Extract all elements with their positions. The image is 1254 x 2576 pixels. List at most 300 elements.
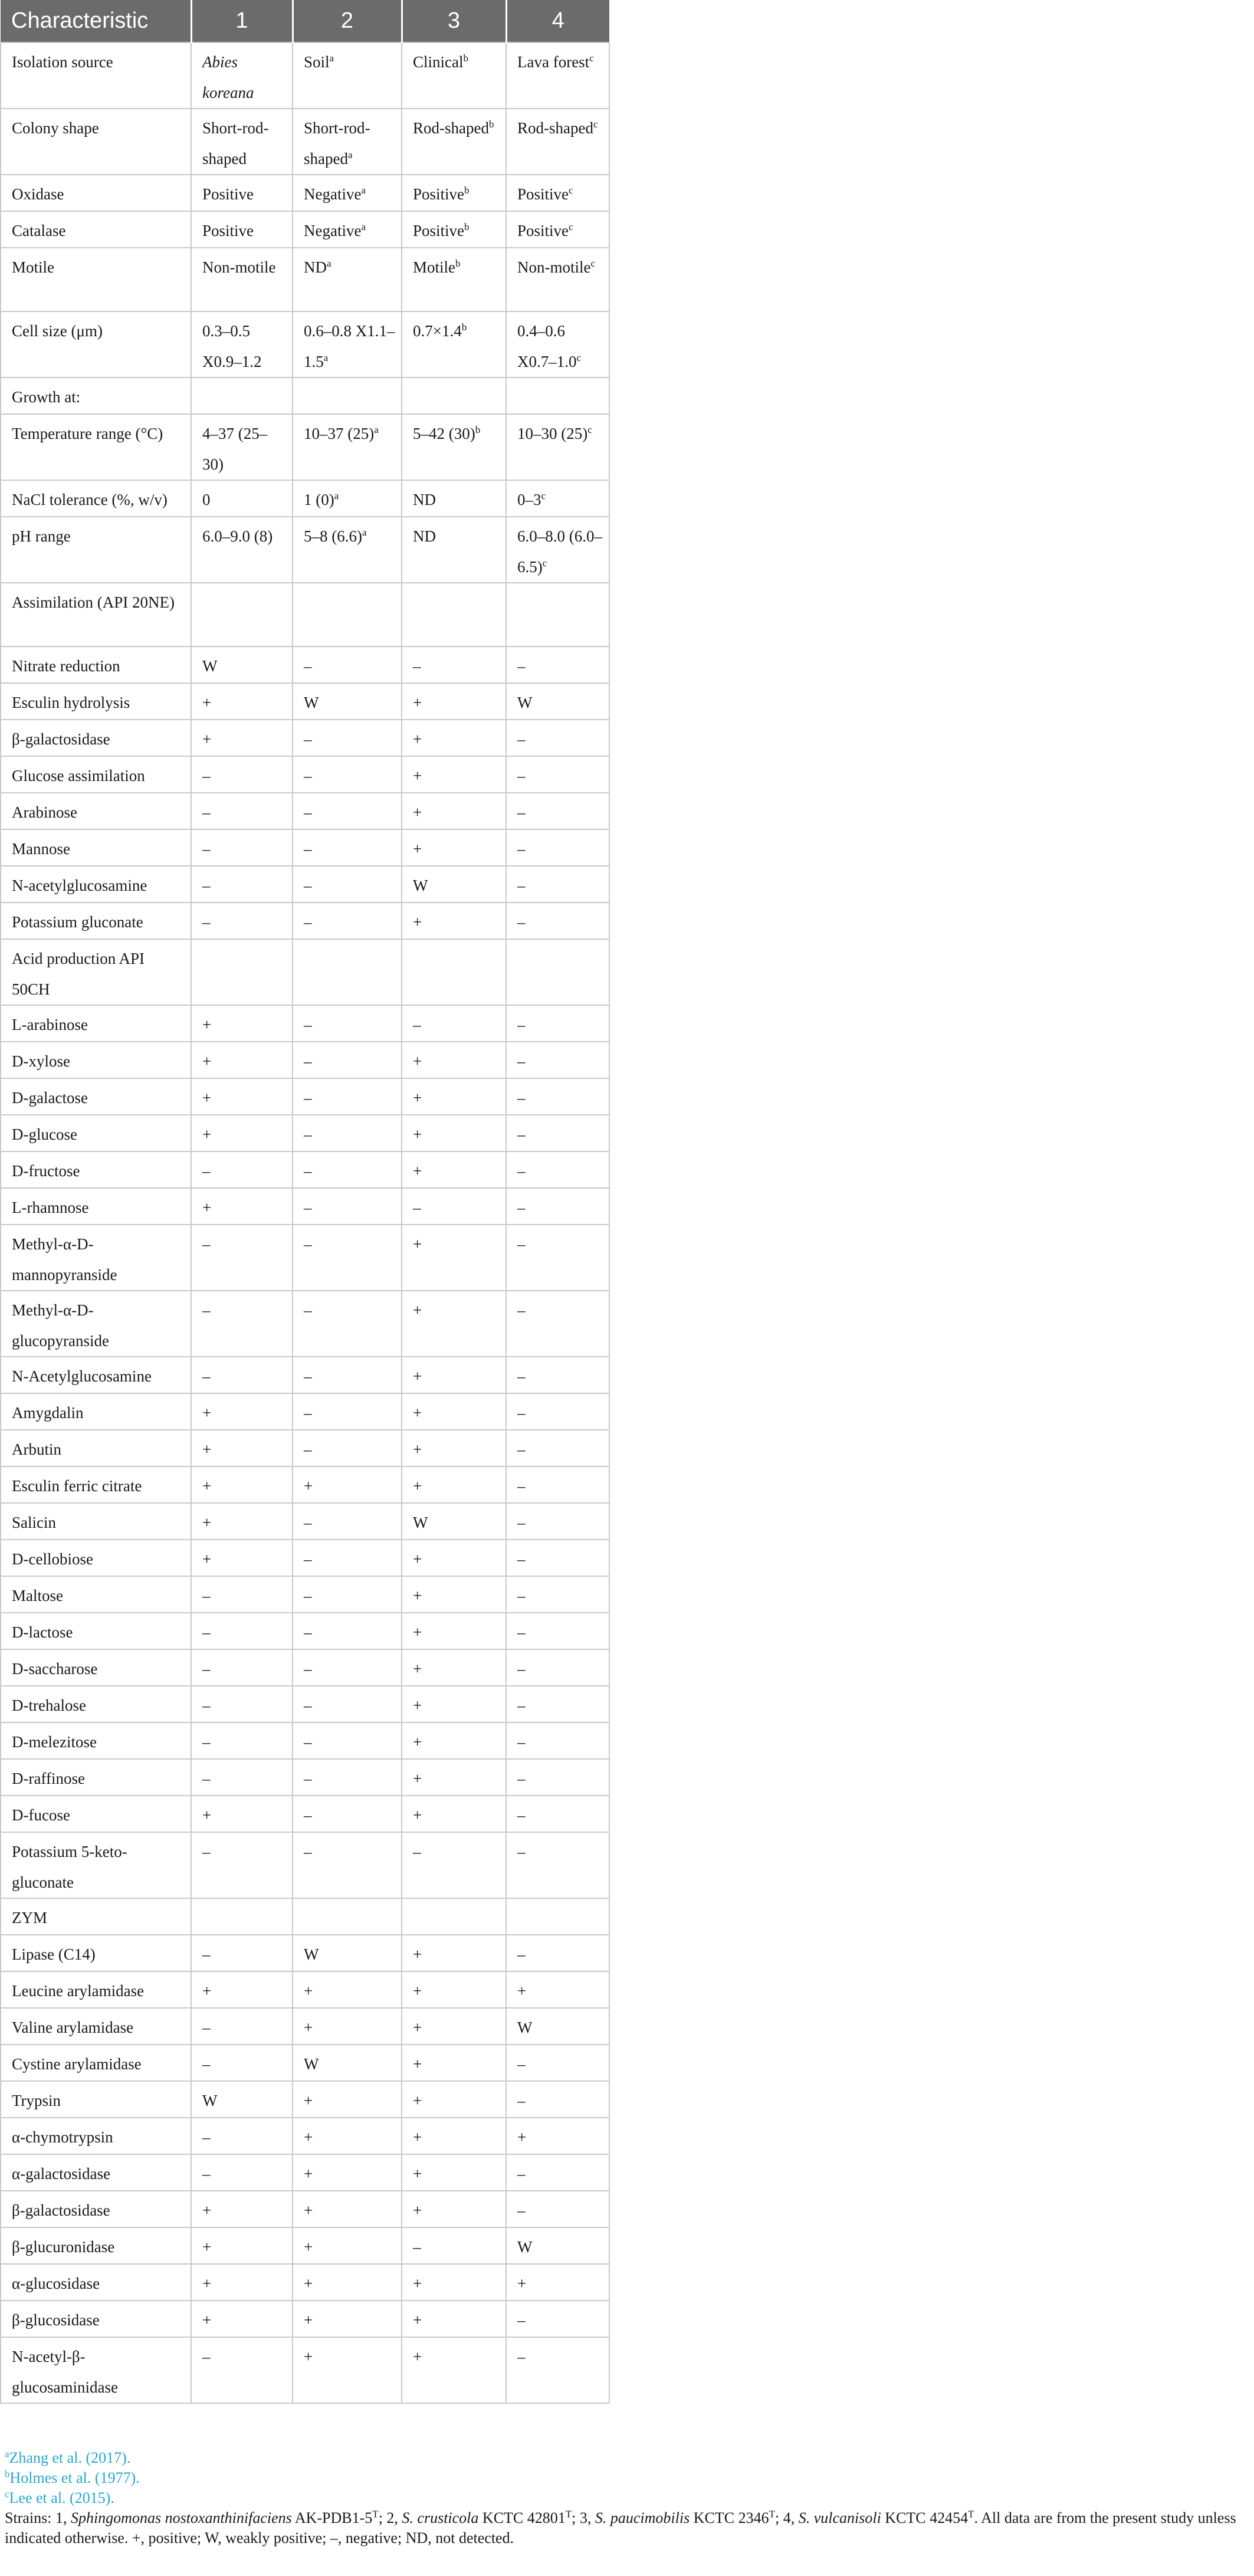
strain-3-value (402, 1898, 506, 1935)
table-row (1, 1151, 609, 1188)
table-row (1, 1188, 609, 1225)
table-row (1, 1686, 609, 1722)
strain-2-value: Negative$^a$ (293, 175, 402, 211)
row-label: D-raffinose (1, 1759, 191, 1796)
strain-3-value: + (402, 2264, 506, 2301)
table-row (1, 1971, 609, 2008)
strain-4-value: – (506, 2191, 609, 2227)
strain-1-value: Non-motile (191, 248, 293, 311)
strain-1-value: + (191, 2191, 293, 2227)
table-row (1, 939, 609, 1005)
strain-1-value: Abies koreana (191, 42, 293, 109)
row-label: Esculin hydrolysis (1, 683, 191, 720)
strain-1-value (191, 939, 293, 1005)
strain-4-value: – (506, 1188, 609, 1225)
strain-3-value: + (402, 1357, 506, 1393)
strain-1-value: + (191, 720, 293, 756)
strain-1-value: + (191, 1188, 293, 1225)
strain-2-value: + (293, 2227, 402, 2264)
strain-3-value: – (402, 647, 506, 683)
strain-2-value (293, 939, 402, 1005)
strain-4-value: – (506, 1430, 609, 1466)
strain-1-value: – (191, 2008, 293, 2045)
strain-4-value: – (506, 866, 609, 903)
strain-2-value: – (293, 1759, 402, 1796)
table-row (1, 683, 609, 720)
table-row (1, 1576, 609, 1613)
strain-2-value: – (293, 1613, 402, 1649)
row-label: D-cellobiose (1, 1540, 191, 1576)
table-row (1, 2191, 609, 2227)
strain-1-value: Short-rod-shaped (191, 109, 293, 175)
table-row (1, 1225, 609, 1291)
strain-2-value: 10–37 $(25)^a$ (293, 414, 402, 480)
footnote-b: $^b$Holmes et al. (1977). (5, 2468, 140, 2486)
strain-2-value: – (293, 647, 402, 683)
strain-3-value: – (402, 1005, 506, 1042)
strain-2-value: Soil$^a$ (293, 42, 402, 109)
table-row (1, 1291, 609, 1357)
strain-3-value: 0.7×1.4$^b$ (402, 311, 506, 378)
row-label: D-lactose (1, 1613, 191, 1649)
row-label: Catalase (1, 211, 191, 248)
strain-2-value: + (293, 2191, 402, 2227)
strain-2-value: + (293, 2154, 402, 2191)
table-row (1, 2045, 609, 2081)
strain-1-value: – (191, 1649, 293, 1686)
strain-1-value: + (191, 1540, 293, 1576)
table-body (1, 42, 609, 2403)
row-label: Lipase (C14) (1, 1935, 191, 1971)
row-label: NaCl tolerance (%, w/v) (1, 480, 191, 517)
strain-1-value: + (191, 1115, 293, 1151)
strain-4-value (506, 939, 609, 1005)
strain-3-value: Motile$^b$ (402, 248, 506, 311)
row-label: β-glucuronidase (1, 2227, 191, 2264)
table-row (1, 175, 609, 211)
row-label: α-galactosidase (1, 2154, 191, 2191)
row-label: N-Acetylglucosamine (1, 1357, 191, 1393)
table-row (1, 756, 609, 793)
strain-3-value: + (402, 756, 506, 793)
strain-2-value: 0.6–0.8 X1.1–1.5$^a$ (293, 311, 402, 378)
row-label: Assimilation (API 20NE) (1, 583, 191, 647)
strains-note: Strains: 1, Sphingomonas nostoxanthinifaciens $AK-PDB1-5^T$; 2, S. crusticola KCTC $42801^T$; 3, S. paucimobilis KCTC $2346^T$; 4, S. vulcanisoli KCTC $42454^T$. All data are from the present study unless indicated otherwise. +, positive; W, weakly positive; –, negative; ND, not detected. (5, 2508, 1236, 2547)
row-label: Salicin (1, 1503, 191, 1540)
table-row (1, 903, 609, 939)
strain-3-value: + (402, 1935, 506, 1971)
strain-3-value: + (402, 2337, 506, 2403)
strain-4-value: – (506, 2337, 609, 2403)
table-row (1, 1898, 609, 1935)
strain-1-value (191, 583, 293, 647)
row-label: Leucine arylamidase (1, 1971, 191, 2008)
strain-4-value: – (506, 2154, 609, 2191)
strain-1-value: + (191, 683, 293, 720)
table-row (1, 1935, 609, 1971)
strain-3-value: W (402, 1503, 506, 1540)
table-row (1, 2081, 609, 2118)
strain-3-value: + (402, 1466, 506, 1503)
row-label: N-acetylglucosamine (1, 866, 191, 903)
table-row (1, 2154, 609, 2191)
strain-2-value: – (293, 1291, 402, 1357)
strain-2-value: + (293, 1971, 402, 2008)
characteristics-table-container (0, 0, 609, 2404)
strain-2-value: – (293, 1540, 402, 1576)
row-label: Cell size (μm) (1, 311, 191, 378)
strain-2-value: – (293, 1832, 402, 1898)
strain-3-value: + (402, 1225, 506, 1291)
strain-4-value: – (506, 829, 609, 866)
table-row (1, 1613, 609, 1649)
header-strain-2: 2 (293, 0, 402, 42)
strain-2-value: W (293, 683, 402, 720)
row-label: Potassium 5-keto-gluconate (1, 1832, 191, 1898)
strain-4-value: – (506, 1225, 609, 1291)
table-row (1, 829, 609, 866)
strain-4-value: 0.4–0.6 X0.7–1.0$^c$ (506, 311, 609, 378)
row-label: α-glucosidase (1, 2264, 191, 2301)
strain-4-value: – (506, 903, 609, 939)
header-strain-1: 1 (191, 0, 293, 42)
strain-1-value: – (191, 829, 293, 866)
table-row (1, 42, 609, 109)
row-label: β-galactosidase (1, 2191, 191, 2227)
strain-1-value: – (191, 2118, 293, 2154)
row-label: Potassium gluconate (1, 903, 191, 939)
strain-2-value: + (293, 2337, 402, 2403)
strain-3-value (402, 583, 506, 647)
strain-2-value (293, 1898, 402, 1935)
strain-1-value: – (191, 1357, 293, 1393)
strain-3-value: + (402, 1115, 506, 1151)
row-label: Oxidase (1, 175, 191, 211)
strain-4-value: – (506, 1503, 609, 1540)
strain-4-value: W (506, 2008, 609, 2045)
row-label: Nitrate reduction (1, 647, 191, 683)
strain-1-value: + (191, 1042, 293, 1078)
row-label: D-glucose (1, 1115, 191, 1151)
strain-1-value: – (191, 1686, 293, 1722)
row-label: Methyl-α-D-mannopyranside (1, 1225, 191, 1291)
strain-2-value: – (293, 1188, 402, 1225)
table-row (1, 480, 609, 517)
strain-3-value: Clinical$^b$ (402, 42, 506, 109)
strain-3-value: – (402, 2227, 506, 2264)
strain-4-value: W (506, 2227, 609, 2264)
table-row (1, 211, 609, 248)
row-label: Colony shape (1, 109, 191, 175)
strain-4-value: – (506, 1832, 609, 1898)
strain-2-value: + (293, 2301, 402, 2337)
strain-4-value: – (506, 2045, 609, 2081)
row-label: Amygdalin (1, 1393, 191, 1430)
strain-4-value: – (506, 2081, 609, 2118)
strain-2-value: – (293, 1078, 402, 1115)
strain-1-value: + (191, 1503, 293, 1540)
strain-3-value: + (402, 2008, 506, 2045)
strain-1-value: Positive (191, 211, 293, 248)
strain-4-value: – (506, 793, 609, 829)
strain-4-value: + (506, 2118, 609, 2154)
table-row (1, 2008, 609, 2045)
header-characteristic: Characteristic (1, 0, 191, 42)
table-row (1, 583, 609, 647)
strain-1-value: – (191, 903, 293, 939)
strain-2-value: – (293, 1649, 402, 1686)
strain-4-value: + (506, 2264, 609, 2301)
table-row (1, 1722, 609, 1759)
strain-4-value: – (506, 1005, 609, 1042)
strain-2-value: – (293, 1005, 402, 1042)
strain-2-value: – (293, 1393, 402, 1430)
table-row (1, 1078, 609, 1115)
table-row (1, 1832, 609, 1898)
strain-4-value: Non-motile$^c$ (506, 248, 609, 311)
strain-3-value: Positive$^b$ (402, 175, 506, 211)
row-label: L-rhamnose (1, 1188, 191, 1225)
strain-1-value: 4–37 (25–30) (191, 414, 293, 480)
row-label: α-chymotrypsin (1, 2118, 191, 2154)
strain-3-value: + (402, 903, 506, 939)
strain-4-value (506, 583, 609, 647)
strain-4-value: – (506, 1759, 609, 1796)
strain-2-value: + (293, 2081, 402, 2118)
header-strain-4: 4 (506, 0, 609, 42)
strain-1-value (191, 1898, 293, 1935)
strain-4-value: – (506, 1078, 609, 1115)
strain-3-value (402, 939, 506, 1005)
strain-4-value: – (506, 647, 609, 683)
strain-2-value: – (293, 1225, 402, 1291)
row-label: Isolation source (1, 42, 191, 109)
strain-1-value: – (191, 1291, 293, 1357)
strain-4-value: Positive$^c$ (506, 211, 609, 248)
table-row (1, 2264, 609, 2301)
strain-1-value: – (191, 756, 293, 793)
strain-4-value: – (506, 1357, 609, 1393)
strain-3-value: 5–42 $(30)^b$ (402, 414, 506, 480)
row-label: D-melezitose (1, 1722, 191, 1759)
strain-4-value: – (506, 1151, 609, 1188)
strain-1-value: + (191, 1796, 293, 1832)
strain-1-value: – (191, 866, 293, 903)
table-row (1, 720, 609, 756)
strain-1-value (191, 378, 293, 414)
table-row (1, 2227, 609, 2264)
strain-4-value: – (506, 1935, 609, 1971)
strain-2-value: – (293, 1357, 402, 1393)
strain-3-value: + (402, 1796, 506, 1832)
row-label: D-saccharose (1, 1649, 191, 1686)
strain-3-value: + (402, 829, 506, 866)
strain-2-value: W (293, 2045, 402, 2081)
strain-4-value: Rod-shaped$^c$ (506, 109, 609, 175)
strain-3-value: + (402, 2154, 506, 2191)
strain-1-value: + (191, 2301, 293, 2337)
strain-2-value: – (293, 1115, 402, 1151)
strain-2-value: – (293, 1503, 402, 1540)
characteristics-table (0, 0, 610, 2404)
strain-3-value: Positive$^b$ (402, 211, 506, 248)
strain-2-value: W (293, 1935, 402, 1971)
strain-3-value: + (402, 2191, 506, 2227)
strain-4-value: – (506, 1613, 609, 1649)
strain-2-value: – (293, 756, 402, 793)
strain-4-value (506, 1898, 609, 1935)
table-row (1, 1115, 609, 1151)
row-label: β-glucosidase (1, 2301, 191, 2337)
strain-1-value: + (191, 1430, 293, 1466)
strain-3-value: W (402, 866, 506, 903)
strain-1-value: – (191, 1832, 293, 1898)
row-label: Esculin ferric citrate (1, 1466, 191, 1503)
table-row (1, 517, 609, 583)
row-label: Cystine arylamidase (1, 2045, 191, 2081)
table-row (1, 1466, 609, 1503)
strain-4-value: Lava forest$^c$ (506, 42, 609, 109)
strain-3-value: + (402, 1649, 506, 1686)
row-label: N-acetyl-β-glucosaminidase (1, 2337, 191, 2403)
strain-4-value: – (506, 1540, 609, 1576)
strain-3-value: ND (402, 480, 506, 517)
row-label: Arabinose (1, 793, 191, 829)
strain-4-value: Positive$^c$ (506, 175, 609, 211)
row-label: D-fucose (1, 1796, 191, 1832)
strain-1-value: 6.0–9.0 (8) (191, 517, 293, 583)
footnote-c: $^c$Lee et al. (2015). (5, 2488, 114, 2506)
table-row (1, 866, 609, 903)
table-row (1, 1393, 609, 1430)
strain-1-value: + (191, 1005, 293, 1042)
strain-2-value (293, 583, 402, 647)
strain-2-value: – (293, 1686, 402, 1722)
strain-3-value: + (402, 1291, 506, 1357)
row-label: ZYM (1, 1898, 191, 1935)
strain-2-value: Negative$^a$ (293, 211, 402, 248)
row-label: Arbutin (1, 1430, 191, 1466)
row-label: Growth at: (1, 378, 191, 414)
strain-4-value: – (506, 720, 609, 756)
strain-4-value: + (506, 1971, 609, 2008)
strain-1-value: – (191, 1151, 293, 1188)
strain-3-value: + (402, 720, 506, 756)
strain-4-value: W (506, 683, 609, 720)
table-row (1, 1540, 609, 1576)
table-row (1, 414, 609, 480)
header-strain-3: 3 (402, 0, 506, 42)
strain-1-value: + (191, 1971, 293, 2008)
strain-1-value: 0.3–0.5 X0.9–1.2 (191, 311, 293, 378)
strain-3-value: + (402, 1042, 506, 1078)
strain-1-value: – (191, 1722, 293, 1759)
strain-3-value: + (402, 1686, 506, 1722)
strain-3-value: + (402, 1151, 506, 1188)
strain-2-value: $ND^a$ (293, 248, 402, 311)
strain-3-value: + (402, 1971, 506, 2008)
strain-4-value: 6.0–8.0 $(6.0-6.5)^c$ (506, 517, 609, 583)
strain-3-value: + (402, 1078, 506, 1115)
table-row (1, 1796, 609, 1832)
table-row (1, 1430, 609, 1466)
strain-1-value: + (191, 2227, 293, 2264)
strain-3-value: Rod-shaped$^b$ (402, 109, 506, 175)
strain-2-value: – (293, 1722, 402, 1759)
strain-1-value: – (191, 2337, 293, 2403)
strain-2-value: – (293, 829, 402, 866)
strain-1-value: – (191, 2045, 293, 2081)
table-row (1, 1649, 609, 1686)
strain-2-value: + (293, 1466, 402, 1503)
strain-2-value: – (293, 866, 402, 903)
table-row (1, 311, 609, 378)
row-label: D-trehalose (1, 1686, 191, 1722)
strain-4-value: – (506, 756, 609, 793)
table-row (1, 1759, 609, 1796)
strain-3-value: – (402, 1188, 506, 1225)
strain-4-value: – (506, 1042, 609, 1078)
strain-3-value: + (402, 793, 506, 829)
strain-4-value: – (506, 1722, 609, 1759)
table-header (1, 0, 609, 42)
table-row (1, 248, 609, 311)
strain-4-value (506, 378, 609, 414)
strain-4-value: – (506, 2301, 609, 2337)
table-row (1, 2301, 609, 2337)
strain-1-value: – (191, 1225, 293, 1291)
row-label: pH range (1, 517, 191, 583)
strain-3-value: + (402, 1722, 506, 1759)
strain-1-value: – (191, 2154, 293, 2191)
row-label: D-galactose (1, 1078, 191, 1115)
strain-3-value: + (402, 1540, 506, 1576)
strain-4-value: 10–30 $(25)^c$ (506, 414, 609, 480)
strain-1-value: – (191, 793, 293, 829)
table-row (1, 1503, 609, 1540)
strain-4-value: – (506, 1466, 609, 1503)
strain-1-value: + (191, 1078, 293, 1115)
header-row (1, 0, 609, 42)
strain-1-value: + (191, 2264, 293, 2301)
row-label: Trypsin (1, 2081, 191, 2118)
row-label: L-arabinose (1, 1005, 191, 1042)
strain-2-value: + (293, 2008, 402, 2045)
strain-3-value: ND (402, 517, 506, 583)
row-label: β-galactosidase (1, 720, 191, 756)
strain-2-value: Short-rod-shaped$^a$ (293, 109, 402, 175)
strain-1-value: Positive (191, 175, 293, 211)
strain-1-value: – (191, 1576, 293, 1613)
strain-4-value: – (506, 1576, 609, 1613)
strain-1-value: – (191, 1759, 293, 1796)
strain-4-value: – (506, 1393, 609, 1430)
strain-2-value: – (293, 1430, 402, 1466)
strain-4-value: – (506, 1649, 609, 1686)
strain-2-value: – (293, 720, 402, 756)
strain-3-value: + (402, 2301, 506, 2337)
strain-4-value: – (506, 1115, 609, 1151)
strain-3-value: + (402, 1576, 506, 1613)
table-footnotes (5, 2448, 1243, 2548)
strain-4-value: – (506, 1796, 609, 1832)
strain-3-value: + (402, 2081, 506, 2118)
strain-3-value: + (402, 2045, 506, 2081)
table-row (1, 793, 609, 829)
strain-2-value: – (293, 1796, 402, 1832)
strain-2-value: – (293, 1042, 402, 1078)
strain-3-value: + (402, 1759, 506, 1796)
